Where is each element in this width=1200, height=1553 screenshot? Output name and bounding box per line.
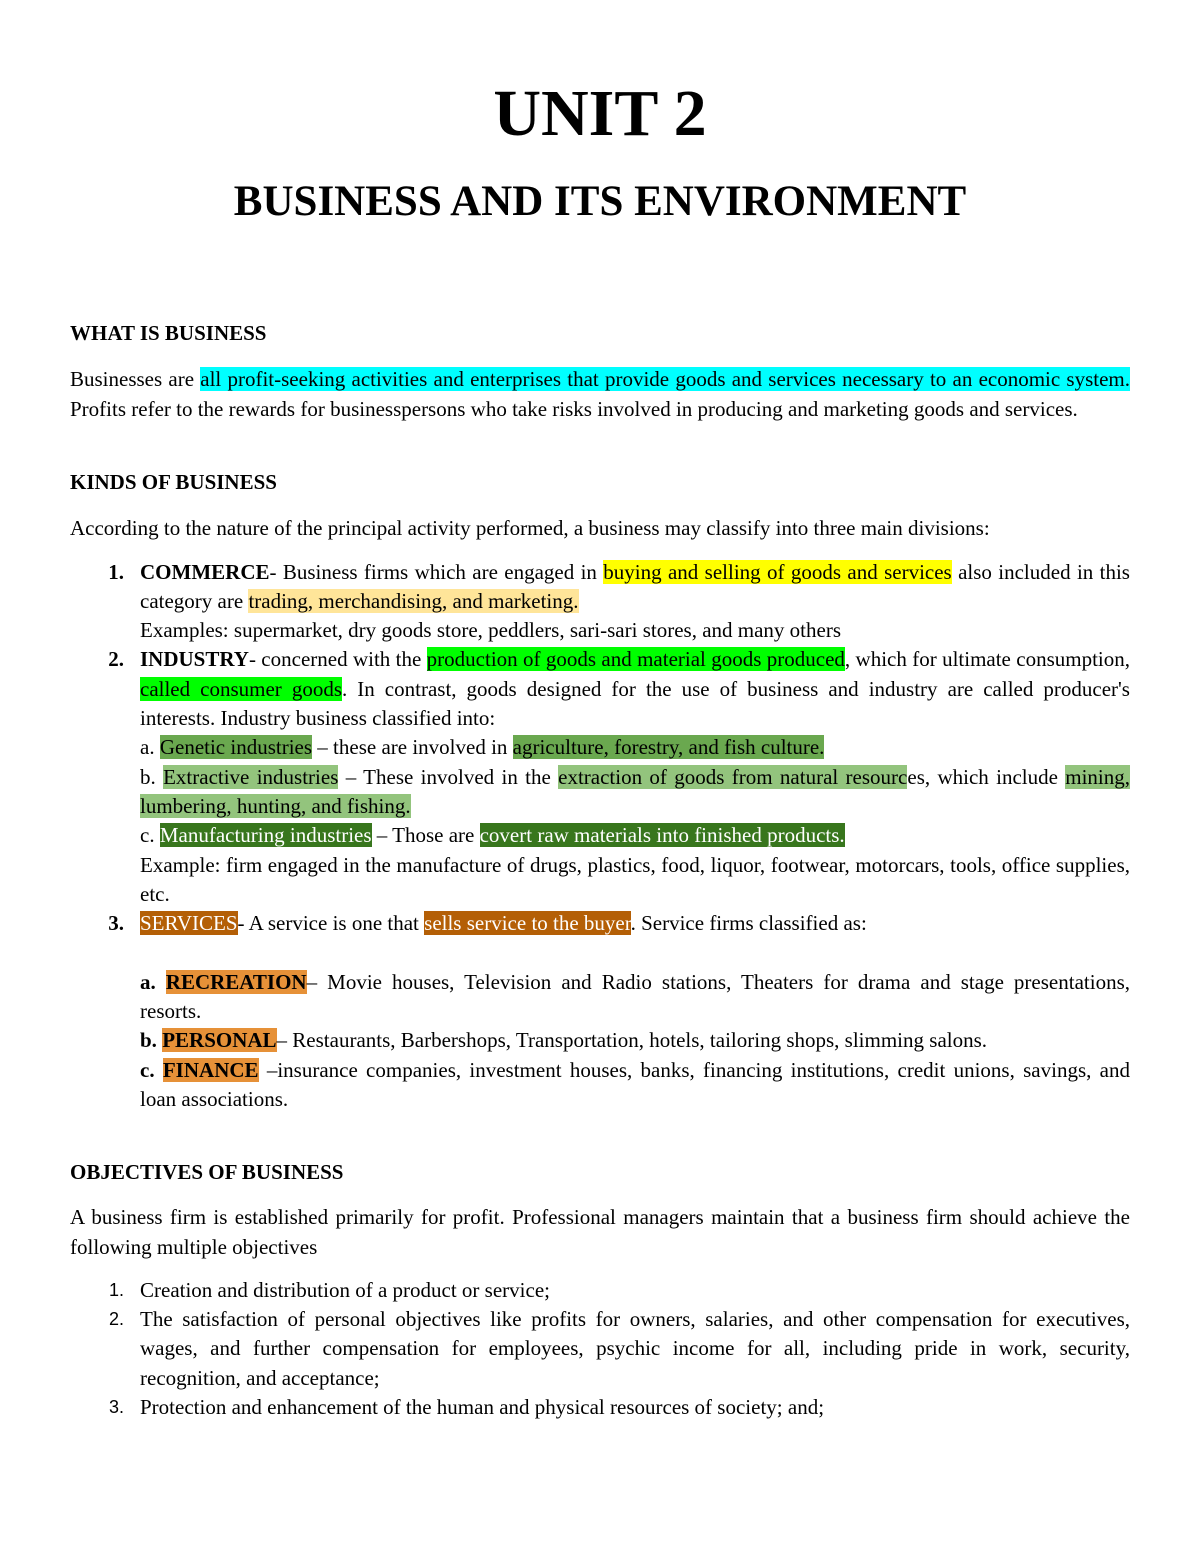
page-title: UNIT 2 (493, 77, 707, 150)
services-recreation: a. RECREATION– Movie houses, Television and Radio stations, Theaters for drama and stage presentations, resorts. (140, 969, 1130, 1024)
heading-kinds-of-business: KINDS OF BUSINESS (70, 470, 277, 494)
page-subtitle: BUSINESS AND ITS ENVIRONMENT (233, 178, 967, 225)
highlight-consumer-goods: called consumer goods (140, 676, 342, 701)
term-services: SERVICES (140, 911, 238, 936)
highlight-raw-materials: covert raw materials into finished products. (479, 823, 845, 848)
objectives-intro: A business firm is established primarily for profit. Professional managers maintain that a business firm should achieve the following multiple objectives (70, 1205, 1130, 1259)
highlight-definition: all profit-seeking activities and enterprises that provide goods and services necessary to an economic system. (200, 367, 1131, 392)
industry-extractive: b. Extractive industries – These involved in the extraction of goods from natural resources, which include mining, lumbering, hunting, and fishing. (140, 764, 1131, 818)
term-industry: INDUSTRY (140, 647, 249, 672)
term-finance: FINANCE (162, 1057, 259, 1082)
list-item-industry: 2. INDUSTRY- concerned with the production of goods and material goods produced, which for ultimate consumption, called consumer goods. In contrast, goods designed for the use of business and industry are called producer's interests. Industry business classified into: a. Genetic industries – these are involved in agriculture, forestry, and fish culture. b. Extractive industries – These involved in the extraction of goods from natural resources, which include mining, lumbering, hunting, and fishing. c. Manufacturing industries – Those are covert raw materials into finished products. Example: firm engaged in the manufacture of drugs, plastics, food, liquor, footwear, motorcars, tools, office supplies, etc. (100, 645, 1130, 909)
section-objectives (70, 1158, 1130, 1422)
text: Profits refer to the rewards for businesspersons who take risks involved in producing and marketing goods and services. (70, 396, 1078, 421)
list-item-commerce: 1. COMMERCE- Business firms which are engaged in buying and selling of goods and services also included in this category are trading, merchandising, and marketing. Examples: supermarket, dry goods store, peddlers, sari-sari stores, and many others (100, 558, 1130, 646)
highlight-sells-service: sells service to the buyer (424, 911, 631, 936)
heading-what-is-business: WHAT IS BUSINESS (70, 321, 267, 345)
industry-genetic: a. Genetic industries – these are involved in agriculture, forestry, and fish culture. (140, 735, 825, 760)
highlight-mining: mining, lumbering, hunting, and fishing. (140, 764, 1131, 818)
highlight-buying-selling: buying and selling of goods and services (603, 559, 952, 584)
list-number: 1. (108, 559, 124, 584)
heading-objectives: OBJECTIVES OF BUSINESS (70, 1160, 344, 1184)
highlight-manufacturing: Manufacturing industries (159, 823, 372, 848)
text: Businesses are (70, 367, 201, 392)
services-finance: c. FINANCE –insurance companies, investment houses, banks, financing institutions, credit unions, savings, and loan associations. (140, 1057, 1130, 1111)
objective-item: 1. Creation and distribution of a product or service; (108, 1277, 550, 1302)
highlight-trading: trading, merchandising, and marketing. (248, 588, 579, 613)
section-what-is-business (70, 319, 1130, 424)
section-kinds-of-business (70, 468, 1130, 1114)
industry-manufacturing: c. Manufacturing industries – Those are covert raw materials into finished products. (140, 823, 845, 848)
highlight-genetic: Genetic industries (159, 735, 313, 760)
list-number: 3. (108, 911, 124, 936)
list-number: 2. (108, 647, 124, 672)
term-commerce: COMMERCE (140, 559, 270, 584)
list-item-services: 3. SERVICES- A service is one that sells service to the buyer. Service firms classified as: a. RECREATION– Movie houses, Television and Radio stations, Theaters for drama and stage presentations, resorts. b. PERSONAL– Restaurants, Barbershops, Transportation, hotels, tailoring shops, slimming salons. c. FINANCE –insurance companies, investment houses, banks, financing institutions, credit unions, savings, and loan associations. (100, 909, 1130, 1114)
term-personal: PERSONAL (162, 1028, 277, 1053)
highlight-agriculture: agriculture, forestry, and fish culture. (512, 735, 825, 760)
objective-item: 2. The satisfaction of personal objectives like profits for owners, salaries, and other compensation for executives, wages, and further compensation for employees, psychic income for all, including pride in work, security, recognition, and acceptance; (108, 1307, 1130, 1390)
highlight-production: production of goods and material goods produced (426, 647, 845, 672)
objective-item: 3. Protection and enhancement of the human and physical resources of society; and; (108, 1395, 825, 1420)
highlight-extraction: extraction of goods from natural resourc (558, 764, 908, 789)
kinds-intro: According to the nature of the principal activity performed, a business may classify into three main divisions: (70, 516, 990, 541)
services-personal: b. PERSONAL– Restaurants, Barbershops, Transportation, hotels, tailoring shops, slimming salons. (140, 1028, 988, 1053)
paragraph-definition (70, 365, 1130, 424)
highlight-extractive: Extractive industries (163, 764, 339, 789)
term-recreation: RECREATION (165, 969, 307, 994)
industry-example: Example: firm engaged in the manufacture of drugs, plastics, food, liquor, footwear, motorcars, tools, office supplies, etc. (140, 852, 1130, 906)
commerce-examples: Examples: supermarket, dry goods store, peddlers, sari-sari stores, and many others (140, 618, 841, 643)
